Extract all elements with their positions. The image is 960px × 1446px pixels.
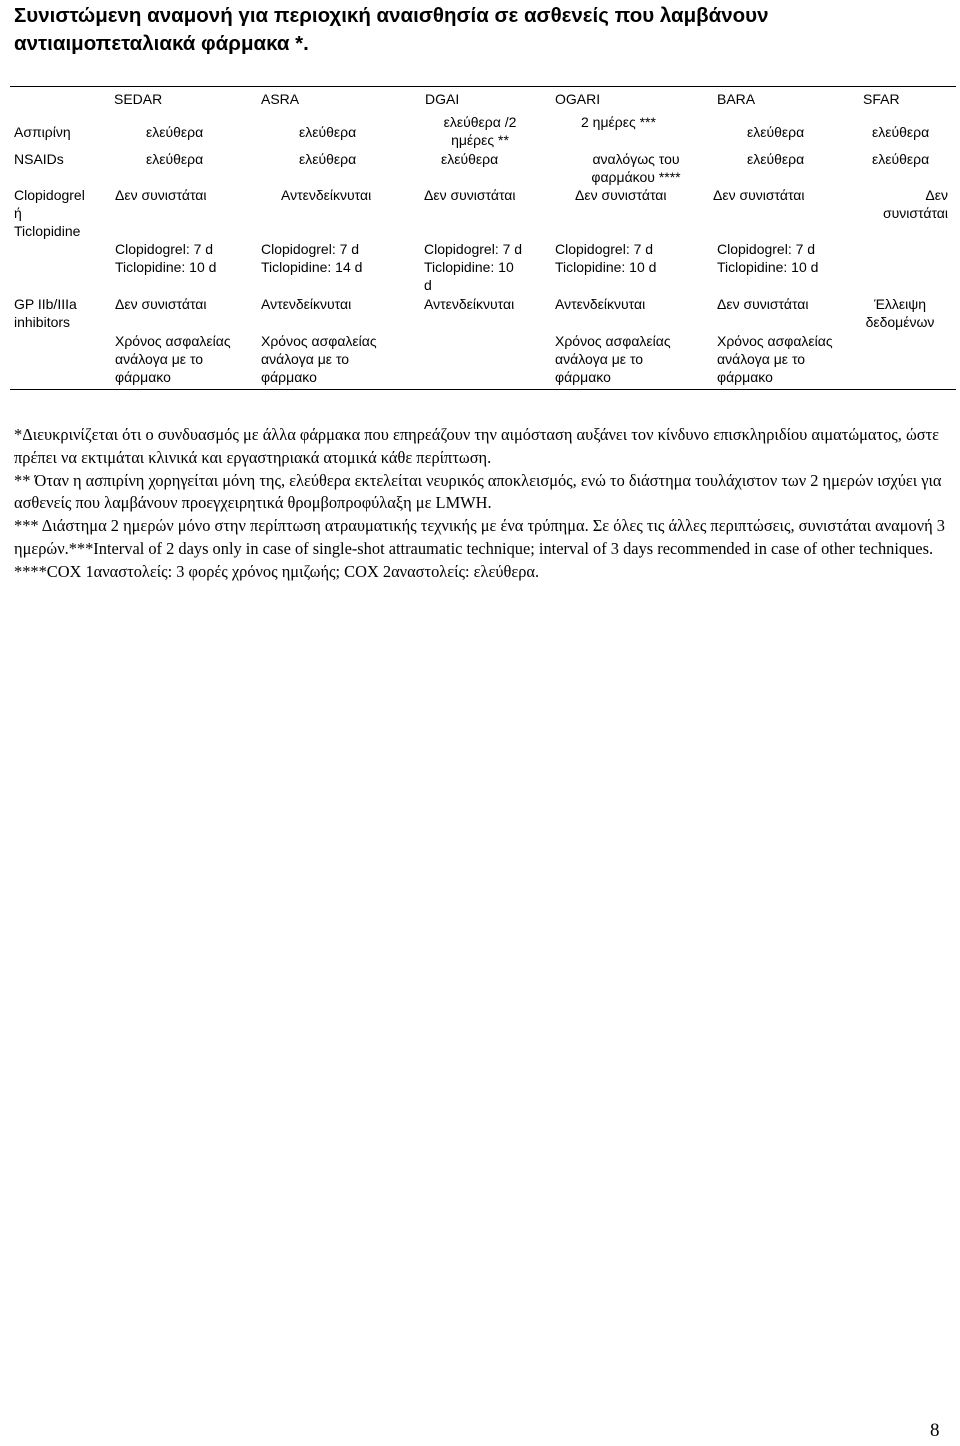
safety-bara-line-3: φάρμακο bbox=[717, 369, 773, 385]
safety-bara bbox=[717, 332, 833, 386]
safety-ogari-line-3: φάρμακο bbox=[555, 369, 611, 385]
clopidogrel-asra: Αντενδείκνυται bbox=[281, 187, 372, 203]
aspirin-ogari: 2 ημέρες *** bbox=[581, 114, 656, 130]
timing-sedar-ticlopidine: Ticlopidine: 10 d bbox=[115, 259, 217, 275]
title-line-1: Συνιστώμενη αναμονή για περιοχική αναισθησία σε ασθενείς που λαμβάνουν bbox=[14, 4, 769, 27]
timing-asra bbox=[261, 240, 362, 276]
nsaids-bara: ελεύθερα bbox=[747, 151, 805, 167]
safety-ogari bbox=[555, 332, 671, 386]
safety-sedar-line-3: φάρμακο bbox=[115, 369, 171, 385]
safety-sedar-line-2: ανάλογα με το bbox=[115, 351, 204, 367]
timing-ogari-clopidogrel: Clopidogrel: 7 d bbox=[555, 241, 654, 257]
clopidogrel-sedar: Δεν συνιστάται bbox=[115, 187, 207, 203]
safety-bara-line-2: ανάλογα με το bbox=[717, 351, 806, 367]
nsaids-dgai: ελεύθερα bbox=[441, 151, 499, 167]
row-label-clopidogrel bbox=[14, 186, 85, 240]
timing-bara-ticlopidine: Ticlopidine: 10 d bbox=[717, 259, 819, 275]
header-ogari: OGARI bbox=[555, 91, 601, 107]
timing-sedar-clopidogrel: Clopidogrel: 7 d bbox=[115, 241, 214, 257]
aspirin-dgai bbox=[425, 113, 535, 149]
safety-asra-line-1: Χρόνος ασφαλείας bbox=[261, 333, 377, 349]
timing-asra-ticlopidine: Ticlopidine: 14 d bbox=[261, 259, 363, 275]
gp-sfar-line-1: Έλλειψη bbox=[873, 296, 927, 312]
footnote-1: *Διευκρινίζεται ότι ο συνδυασμός με άλλα φάρμακα που επηρεάζουν την αιμόσταση αυξάνει τον κίνδυνο επισκληριδίου αιματώματος, ώστε πρέπει να εκτιμάται κλινικά και εργαστηριακά ατομικά κάθε περίπτωση. bbox=[14, 425, 940, 467]
aspirin-sedar: ελεύθερα bbox=[146, 124, 204, 140]
clopidogrel-bara: Δεν συνιστάται bbox=[713, 187, 805, 203]
aspirin-bara: ελεύθερα bbox=[747, 124, 805, 140]
gp-sfar bbox=[855, 295, 945, 331]
aspirin-dgai-line-1: ελεύθερα /2 bbox=[443, 114, 517, 130]
header-sedar: SEDAR bbox=[114, 91, 163, 107]
gp-bara: Δεν συνιστάται bbox=[717, 296, 809, 312]
clopidogrel-sfar-line-2: συνιστάται bbox=[882, 205, 948, 221]
aspirin-dgai-line-2: ημέρες ** bbox=[451, 132, 509, 148]
row-label-gp-inhibitors bbox=[14, 295, 77, 331]
footnote-3: *** Διάστημα 2 ημερών μόνο στην περίπτωση ατραυματικής τεχνικής με ένα τρύπημα. Σε όλες τις άλλες περιπτώσεις, συνιστάται αναμονή 3 ημερών.***Interval of 2 days only in case of single-shot attraumatic technique; interval of 3 days recommended in case of other techniques. bbox=[14, 516, 945, 558]
clopidogrel-label-line-1: Clopidogrel bbox=[14, 187, 85, 203]
safety-asra-line-3: φάρμακο bbox=[261, 369, 317, 385]
footnotes bbox=[14, 424, 946, 584]
header-asra: ASRA bbox=[261, 91, 300, 107]
gp-ogari: Αντενδείκνυται bbox=[555, 296, 646, 312]
nsaids-ogari-line-1: αναλόγως του bbox=[592, 151, 680, 167]
gp-label-line-1: GP IIb/IIIa bbox=[14, 296, 77, 312]
safety-ogari-line-2: ανάλογα με το bbox=[555, 351, 644, 367]
timing-dgai-ticlopidine-unit: d bbox=[424, 277, 432, 293]
timing-ogari-ticlopidine: Ticlopidine: 10 d bbox=[555, 259, 657, 275]
timing-dgai-clopidogrel: Clopidogrel: 7 d bbox=[424, 241, 523, 257]
gp-sedar: Δεν συνιστάται bbox=[115, 296, 207, 312]
header-bara: BARA bbox=[717, 91, 756, 107]
nsaids-asra: ελεύθερα bbox=[299, 151, 357, 167]
footnote-2: ** Όταν η ασπιρίνη χορηγείται μόνη της, ελεύθερα εκτελείται νευρικός αποκλεισμός, ενώ το διάστημα τουλάχιστον των 2 ημερών ισχύει για ασθενείς που λαμβάνουν προεγχειρητικά θρομβοπροφύλαξη με LMWH. bbox=[14, 470, 942, 513]
timing-dgai-ticlopidine: Ticlopidine: 10 bbox=[424, 259, 514, 275]
safety-ogari-line-1: Χρόνος ασφαλείας bbox=[555, 333, 671, 349]
gp-dgai: Αντενδείκνυται bbox=[424, 296, 515, 312]
page-number: 8 bbox=[930, 1420, 940, 1441]
header-dgai: DGAI bbox=[425, 91, 460, 107]
nsaids-sfar: ελεύθερα bbox=[872, 151, 930, 167]
row-label-aspirin: Ασπιρίνη bbox=[14, 124, 71, 140]
nsaids-ogari-line-2: φαρμάκου **** bbox=[591, 169, 681, 185]
gp-label-line-2: inhibitors bbox=[14, 314, 71, 330]
timing-sedar bbox=[115, 240, 216, 276]
safety-sedar bbox=[115, 332, 231, 386]
row-label-nsaids: NSAIDs bbox=[14, 151, 64, 167]
footnote-4: ****COX 1αναστολείς: 3 φορές χρόνος ημιζωής; COX 2αναστολείς: ελεύθερα. bbox=[14, 561, 540, 581]
clopidogrel-ogari: Δεν συνιστάται bbox=[575, 187, 667, 203]
clopidogrel-label-line-2: ή bbox=[14, 205, 22, 221]
safety-sedar-line-1: Χρόνος ασφαλείας bbox=[115, 333, 231, 349]
gp-asra: Αντενδείκνυται bbox=[261, 296, 352, 312]
aspirin-sfar: ελεύθερα bbox=[872, 124, 930, 140]
gp-sfar-line-2: δεδομένων bbox=[865, 314, 935, 330]
aspirin-asra: ελεύθερα bbox=[299, 124, 357, 140]
safety-asra-line-2: ανάλογα με το bbox=[261, 351, 350, 367]
nsaids-ogari bbox=[572, 150, 700, 186]
timing-bara bbox=[717, 240, 818, 276]
clopidogrel-label-line-3: Ticlopidine bbox=[14, 223, 81, 239]
title-line-2: αντιαιμοπεταλιακά φάρμακα *. bbox=[14, 32, 309, 55]
nsaids-sedar: ελεύθερα bbox=[146, 151, 204, 167]
clopidogrel-sfar bbox=[848, 186, 948, 222]
timing-asra-clopidogrel: Clopidogrel: 7 d bbox=[261, 241, 360, 257]
document-title bbox=[14, 2, 944, 58]
antiplatelet-waiting-table bbox=[10, 86, 956, 390]
clopidogrel-dgai: Δεν συνιστάται bbox=[424, 187, 516, 203]
safety-bara-line-1: Χρόνος ασφαλείας bbox=[717, 333, 833, 349]
safety-asra bbox=[261, 332, 377, 386]
timing-dgai bbox=[424, 240, 522, 294]
timing-bara-clopidogrel: Clopidogrel: 7 d bbox=[717, 241, 816, 257]
timing-ogari bbox=[555, 240, 656, 276]
header-sfar: SFAR bbox=[863, 91, 900, 107]
clopidogrel-sfar-line-1: Δεν bbox=[925, 187, 948, 203]
